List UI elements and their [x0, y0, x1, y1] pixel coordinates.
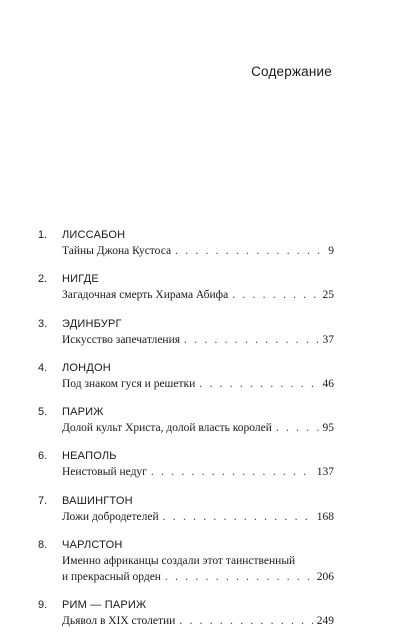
- page-number: 95: [322, 422, 334, 435]
- table-of-contents: [38, 227, 334, 642]
- toc-entry-1[interactable]: [38, 227, 334, 259]
- toc-entry-2[interactable]: [38, 271, 334, 303]
- chapter-title: РИМ — ПАРИЖ: [62, 599, 147, 612]
- page-number: 137: [316, 466, 334, 479]
- chapter-title: ЛОНДОН: [62, 361, 111, 374]
- page-number: 206: [316, 571, 334, 584]
- toc-entry-4[interactable]: [38, 360, 334, 392]
- chapter-number: 6.: [38, 450, 48, 463]
- chapter-subtitle-line-1: Именно африканцы создали этот таинственный: [62, 555, 296, 568]
- dot-leader: [165, 569, 313, 585]
- toc-entry-7[interactable]: [38, 493, 334, 525]
- dot-leader: [184, 332, 318, 348]
- toc-entry-9[interactable]: [38, 597, 334, 629]
- dot-leader: [199, 376, 318, 392]
- chapter-number: 1.: [38, 229, 48, 241]
- chapter-subtitle: Искусство запечатления: [62, 333, 181, 346]
- page-number: 9: [328, 245, 334, 257]
- toc-entry-3[interactable]: [38, 316, 334, 348]
- chapter-subtitle: Долой культ Христа, долой власть королей: [62, 422, 272, 435]
- chapter-subtitle: Неистовый недуг: [62, 466, 147, 479]
- chapter-title: ЧАРЛСТОН: [62, 539, 123, 552]
- chapter-subtitle: Ложи добродетелей: [62, 510, 159, 523]
- chapter-title: ЭДИНБУРГ: [62, 317, 122, 330]
- page-number: 25: [322, 289, 334, 302]
- chapter-number: 9.: [38, 599, 48, 612]
- dot-leader: [175, 243, 324, 259]
- chapter-number: 8.: [38, 539, 48, 552]
- toc-entry-5[interactable]: [38, 404, 334, 436]
- chapter-subtitle: Дьявол в XIX столетии: [62, 615, 176, 628]
- chapter-subtitle: Тайны Джона Кустоса: [62, 245, 172, 257]
- page-number: 46: [322, 377, 334, 390]
- chapter-title: НИГДЕ: [62, 273, 99, 286]
- chapter-subtitle: Под знаком гуся и решетки: [62, 377, 196, 390]
- page-number: 168: [316, 510, 334, 523]
- dot-leader: [179, 613, 312, 629]
- chapter-number: 3.: [38, 317, 48, 330]
- toc-entry-6[interactable]: [38, 448, 334, 480]
- toc-entry-8[interactable]: [38, 537, 334, 585]
- chapter-number: 4.: [38, 361, 48, 374]
- page-number: 249: [316, 615, 334, 628]
- dot-leader: [151, 464, 313, 480]
- dot-leader: [276, 420, 319, 436]
- chapter-title: ЛИССАБОН: [62, 229, 126, 241]
- chapter-number: 2.: [38, 273, 48, 286]
- page-number: 37: [322, 333, 334, 346]
- chapter-title: НЕАПОЛЬ: [62, 450, 117, 463]
- chapter-number: 7.: [38, 494, 48, 507]
- chapter-title: ПАРИЖ: [62, 406, 104, 419]
- page-title: Содержание: [251, 64, 332, 79]
- chapter-subtitle-line-2: и прекрасный орден: [62, 571, 161, 584]
- chapter-title: ВАШИНГТОН: [62, 494, 133, 507]
- dot-leader: [232, 287, 318, 303]
- chapter-subtitle: Загадочная смерть Хирама Абифа: [62, 289, 229, 302]
- chapter-number: 5.: [38, 406, 48, 419]
- dot-leader: [163, 509, 313, 525]
